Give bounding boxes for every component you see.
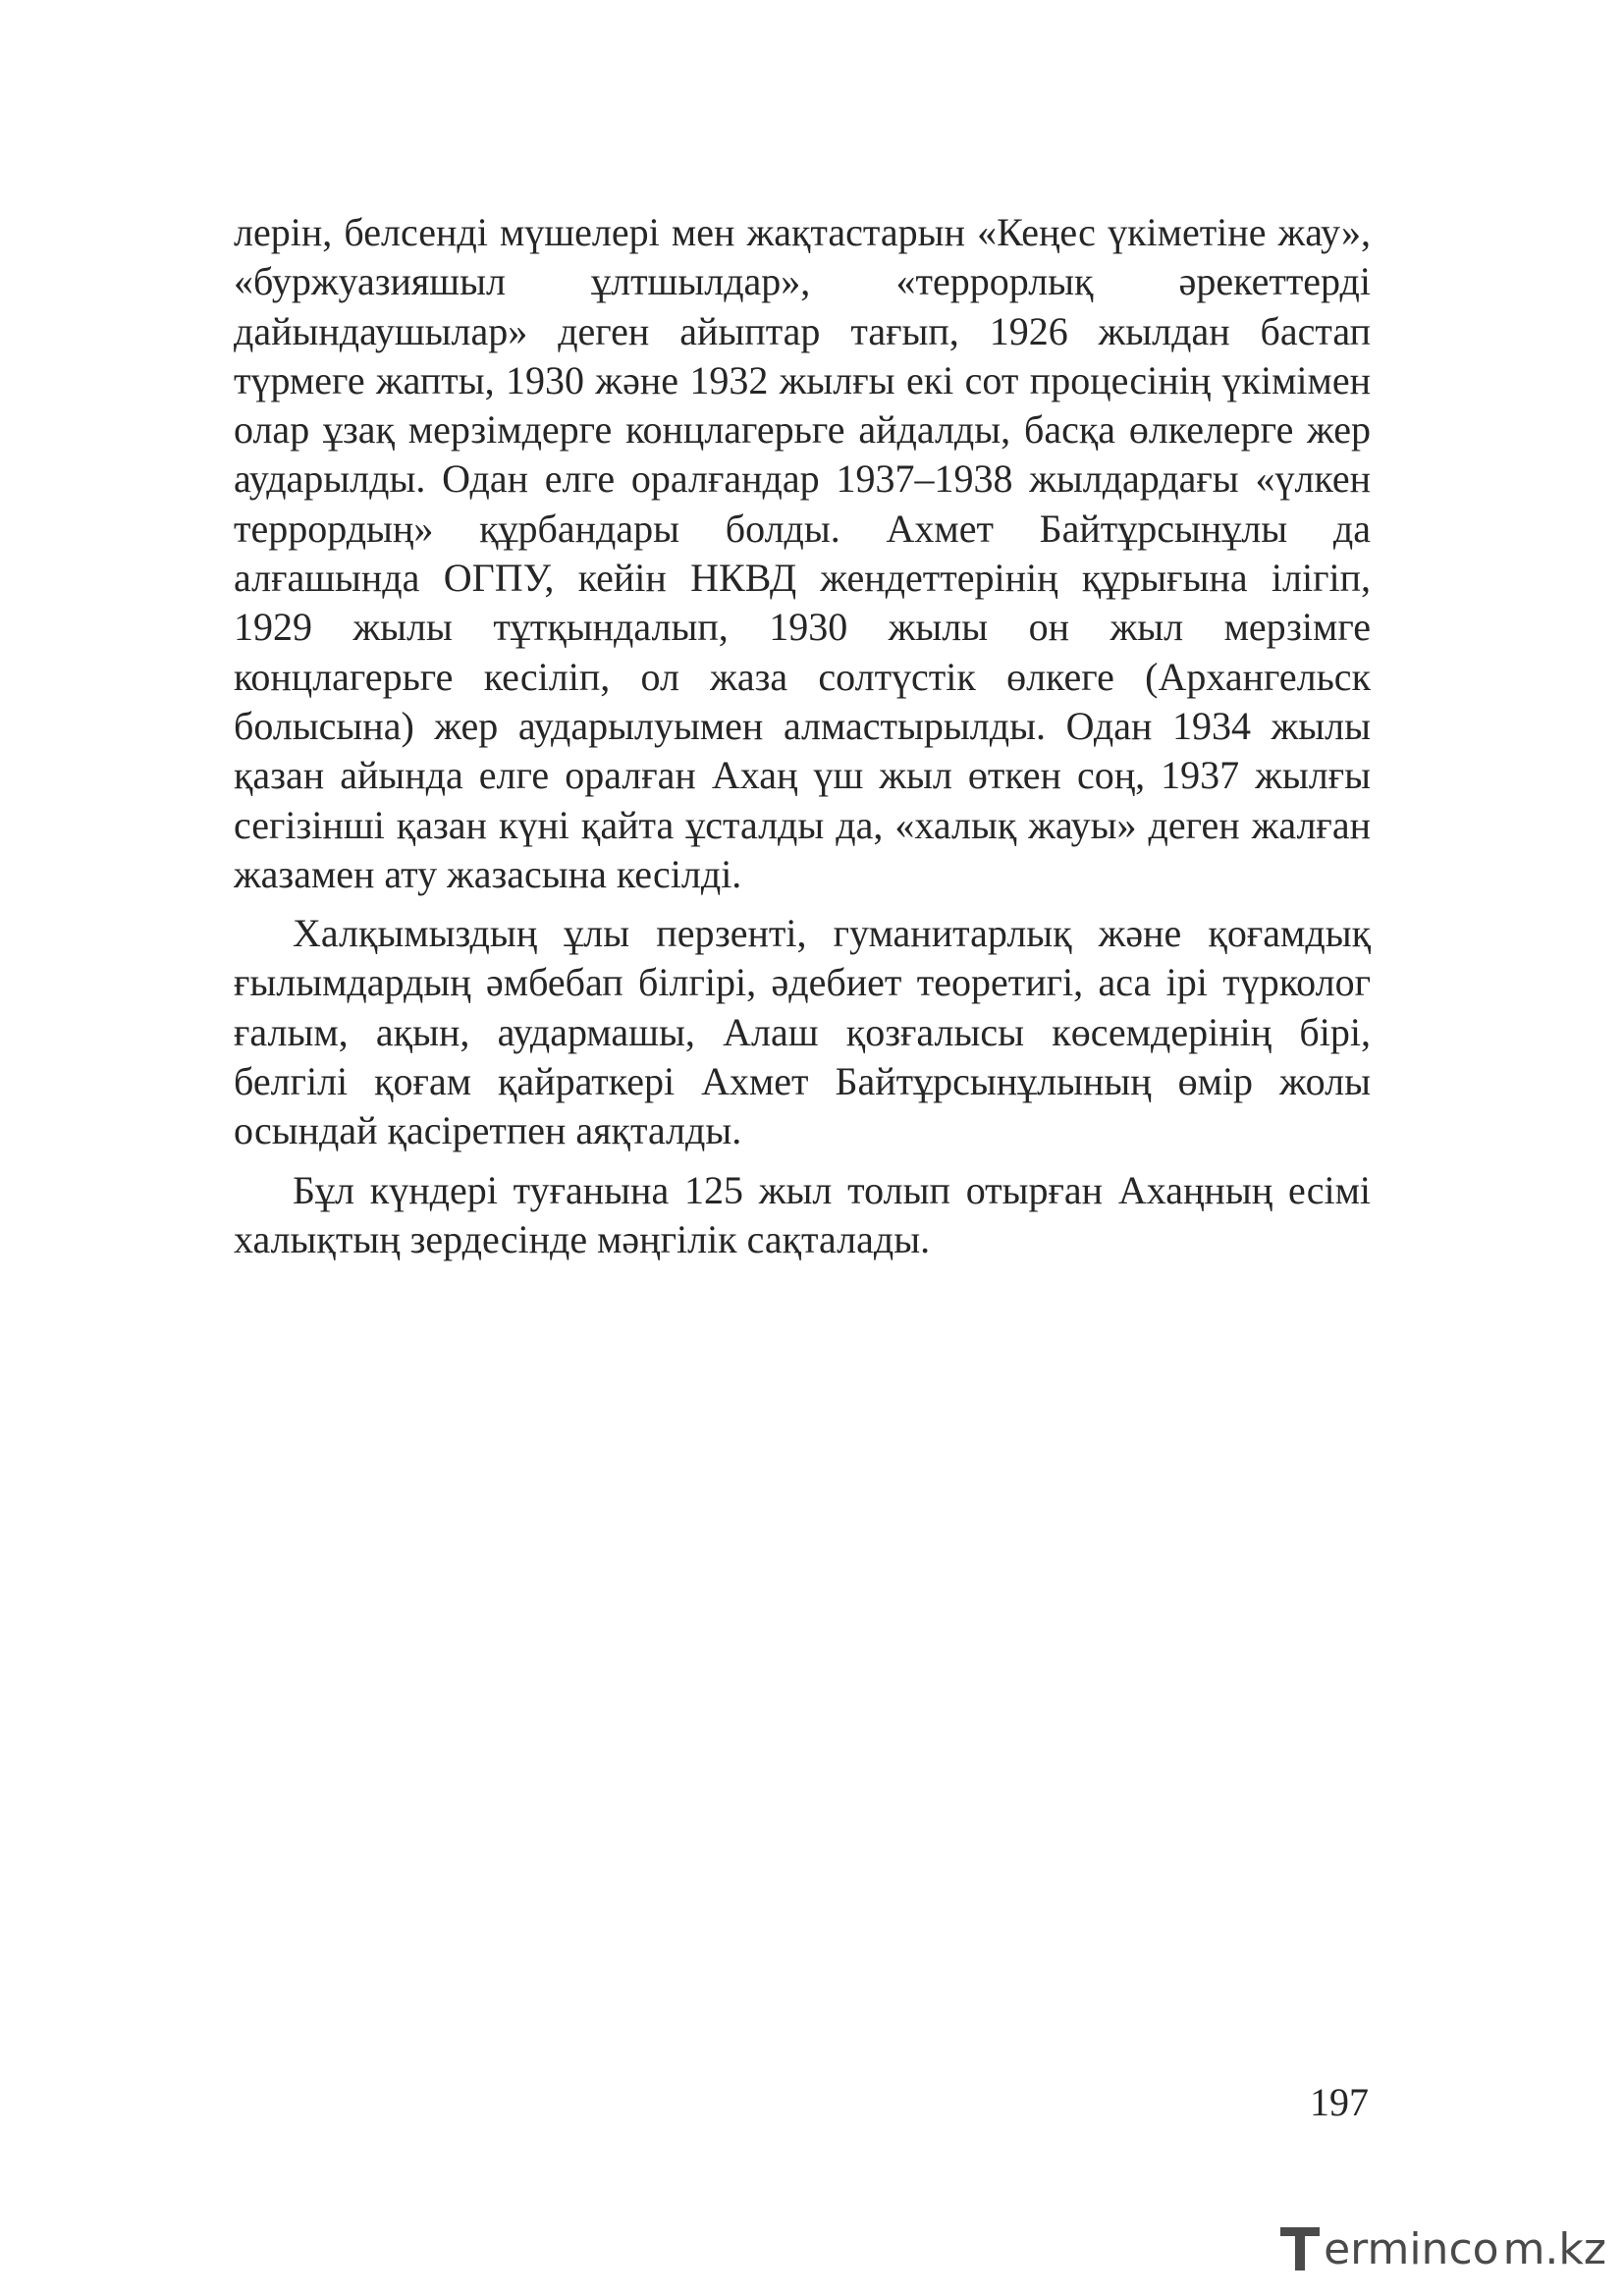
t-letter-icon xyxy=(1278,2221,1324,2276)
watermark-text-part1: ermincо xyxy=(1324,2223,1499,2274)
paragraph-2: Халқымыздың ұлы перзенті, гуманитарлық және қоғамдық ғылымдардың әмбебап білгірі, әдебиет теоретигі, аса ірі түрколог ғалым, ақын, аудармашы, Алаш қозғалысы көсемдерінің бірі, белгілі қоғам қайраткері Ахмет Байтұрсынұлының өмір жолы осындай қасіретпен аяқталды. xyxy=(234,911,1371,1153)
watermark-text-part2: m.kz xyxy=(1502,2223,1606,2274)
page-number: 197 xyxy=(1310,2080,1369,2124)
watermark-logo[interactable] xyxy=(1278,2219,1606,2278)
body-text xyxy=(234,208,1371,1264)
paragraph-3: Бұл күндері туғанына 125 жыл толып отырған Ахаңның есімі халықтың зердесінде мәңгілік сақталады. xyxy=(234,1167,1371,1261)
paragraph-1: лерін, белсенді мүшелері мен жақтастарын «Кеңес үкіметіне жау», «буржуазияшыл ұлтшылдар», «террорлық әрекеттерді дайындаушылар» деген айыптар тағып, 1926 жылдан бастап түрмеге жапты, 1930 және 1932 жылғы екі сот процесінің үкімімен олар ұзақ мерзімдерге концлагерьге айдалды, басқа өлкелерге жер аударылды. Одан елге оралғандар 1937–1938 жылдардағы «үлкен террордың» құрбандары болды. Ахмет Байтұрсынұлы да алғашында ОГПУ, кейін НКВД жендеттерінің құрығына ілігіп, 1929 жылы тұтқындалып, 1930 жылы он жыл мерзімге концлагерьге кесіліп, ол жаза солтүстік өлкеге (Архангельск болысына) жер аударылуымен алмастырылды. Одан 1934 жылы қазан айында елге оралған Ахаң үш жыл өткен соң, 1937 жылғы сегізінші қазан күні қайта ұсталды да, «халық жауы» деген жалған жазамен ату жазасына кесілді. xyxy=(234,210,1371,896)
